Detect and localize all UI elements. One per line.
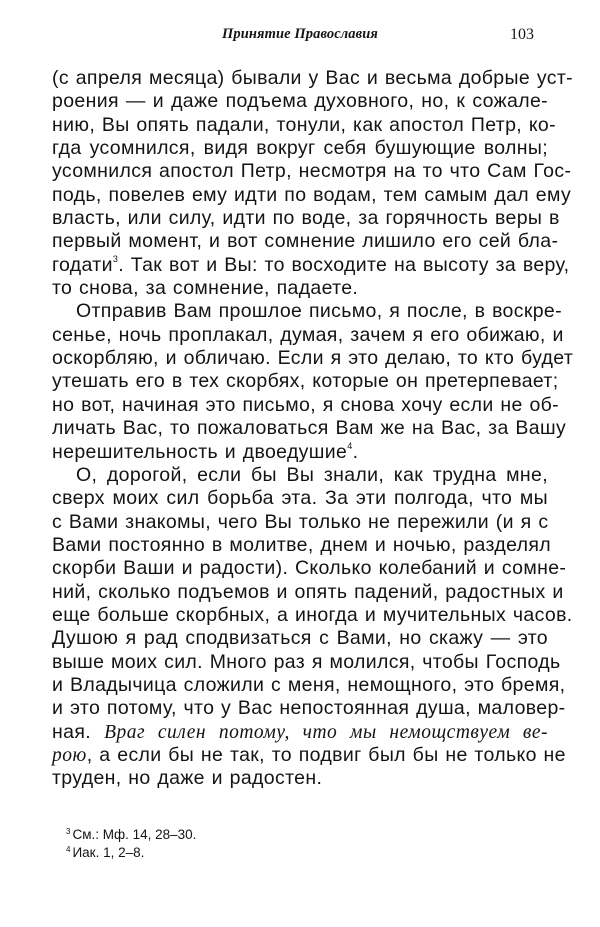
text-line <box>52 417 567 440</box>
line-text: и это потому, что у Вас непостоянная душа, маловер- <box>52 697 566 720</box>
line-text: Душою я рад сподвизаться с Вами, но скажу — это <box>52 627 548 650</box>
text-line <box>52 627 548 650</box>
line-text: Отправив Вам прошлое письмо, я после, в воскре- <box>76 300 562 323</box>
line-text: ний, сколько подъемов и опять падений, радостных и <box>52 580 564 603</box>
line-text: нерешительность и двоедушие <box>52 440 348 463</box>
text-line <box>52 673 566 697</box>
page-header <box>52 26 548 50</box>
text-line <box>52 557 567 580</box>
text-line <box>52 323 564 347</box>
text-line <box>52 370 559 393</box>
footnote-marker: 3 <box>66 827 71 836</box>
line-text: первый момент, и вот сомнение лишило его сей бла- <box>52 230 559 253</box>
text-line <box>52 67 573 90</box>
text-line <box>52 230 559 253</box>
text-line <box>52 393 560 417</box>
line-text: подь, повелев ему идти по водам, тем самым дал ему <box>52 183 572 206</box>
text-line <box>52 487 548 510</box>
text-line <box>52 113 556 137</box>
line-text: оскорбляю, и обличаю. Если я это делаю, то кто будет <box>52 347 574 370</box>
line-text: личать Вас, то пожаловаться Вам же на Вас, за Вашу <box>52 417 567 440</box>
text-line <box>52 183 572 207</box>
text-line <box>52 697 566 720</box>
line-text: нию, Вы опять падали, тонули, как апостол Петр, ко- <box>52 113 556 136</box>
footnote-ref-3[interactable]: 3 <box>112 253 119 264</box>
text-line <box>52 580 564 604</box>
line-text: ная. <box>52 720 105 743</box>
text-line <box>52 533 552 557</box>
line-text: сверх моих сил борьба эта. За эти полгода, что мы <box>52 487 548 510</box>
text-line <box>52 160 572 183</box>
emphasis-text: Враг силен потому, что мы немощствуем ве- <box>104 721 548 743</box>
text-line <box>52 207 560 230</box>
line-text: с Вами знакомы, чего Вы только не пережили (и я с <box>52 510 549 533</box>
line-text: , а если бы не так, то подвиг был бы не только не <box>86 743 566 766</box>
text-line <box>52 721 548 744</box>
line-text: (с апреля месяца) бывали у Вас и весьма добрые уст- <box>52 67 573 89</box>
line-text: сенье, ночь проплакал, думая, зачем я его обижаю, и <box>52 323 564 346</box>
line-text: . <box>352 440 359 463</box>
text-line <box>52 464 548 487</box>
line-text: Вами постоянно в молитве, днем и ночью, разделял <box>52 533 552 556</box>
footnote-text: См.: Мф. 14, 28–30. <box>72 827 197 842</box>
line-text: выше моих сил. Много раз я молился, чтобы Господь <box>52 650 561 673</box>
line-text: но вот, начиная это письмо, я снова хочу если не об- <box>52 393 560 416</box>
line-text: гда усомнился, видя вокруг себя бушующие волны; <box>52 137 548 160</box>
line-text: и Владычица сложили с меня, немощного, это бремя, <box>52 673 566 696</box>
text-line <box>52 90 548 113</box>
text-line <box>52 767 548 790</box>
text-line <box>52 603 573 627</box>
text-line <box>52 253 570 277</box>
text-line <box>52 300 562 323</box>
text-line <box>52 441 548 464</box>
line-text: скорби Ваши и радости). Сколько колебаний и сомне- <box>52 557 567 580</box>
line-text: труден, но даже и радостен. <box>52 767 323 790</box>
footnote-3 <box>66 826 486 844</box>
line-text: власть, или силу, идти по воде, за горячность веры в <box>52 207 560 230</box>
page-number: 103 <box>510 26 534 43</box>
line-text: то снова, за сомнение, падаете. <box>52 277 359 300</box>
line-text: еще больше скорбных, а иногда и мучительных часов. <box>52 603 573 626</box>
line-text: утешать его в тех скорбях, которые он претерпевает; <box>52 370 559 393</box>
footnote-text: Иак. 1, 2–8. <box>72 845 145 860</box>
text-line <box>52 347 574 370</box>
emphasis-text: рою <box>52 744 87 766</box>
line-text: . Так вот и Вы: то восходите на высоту за веру, <box>118 253 570 276</box>
running-title: Принятие Православия <box>222 26 378 42</box>
text-line <box>52 137 548 160</box>
line-text: годати <box>52 253 113 276</box>
line-text: усомнился апостол Петр, несмотря на то что Сам Гос- <box>52 160 572 183</box>
footnotes <box>66 826 486 862</box>
text-line <box>52 277 548 300</box>
body-text <box>52 67 574 791</box>
text-line <box>52 650 561 674</box>
footnote-4 <box>66 844 486 862</box>
text-line <box>52 511 548 534</box>
line-text: О, дорогой, если бы Вы знали, как трудна мне, <box>76 463 548 486</box>
line-text: роения — и даже подъема духовного, но, к сожале- <box>52 90 548 113</box>
footnote-ref-4[interactable]: 4 <box>347 440 353 451</box>
footnote-marker: 4 <box>66 845 71 854</box>
text-line <box>52 743 566 767</box>
